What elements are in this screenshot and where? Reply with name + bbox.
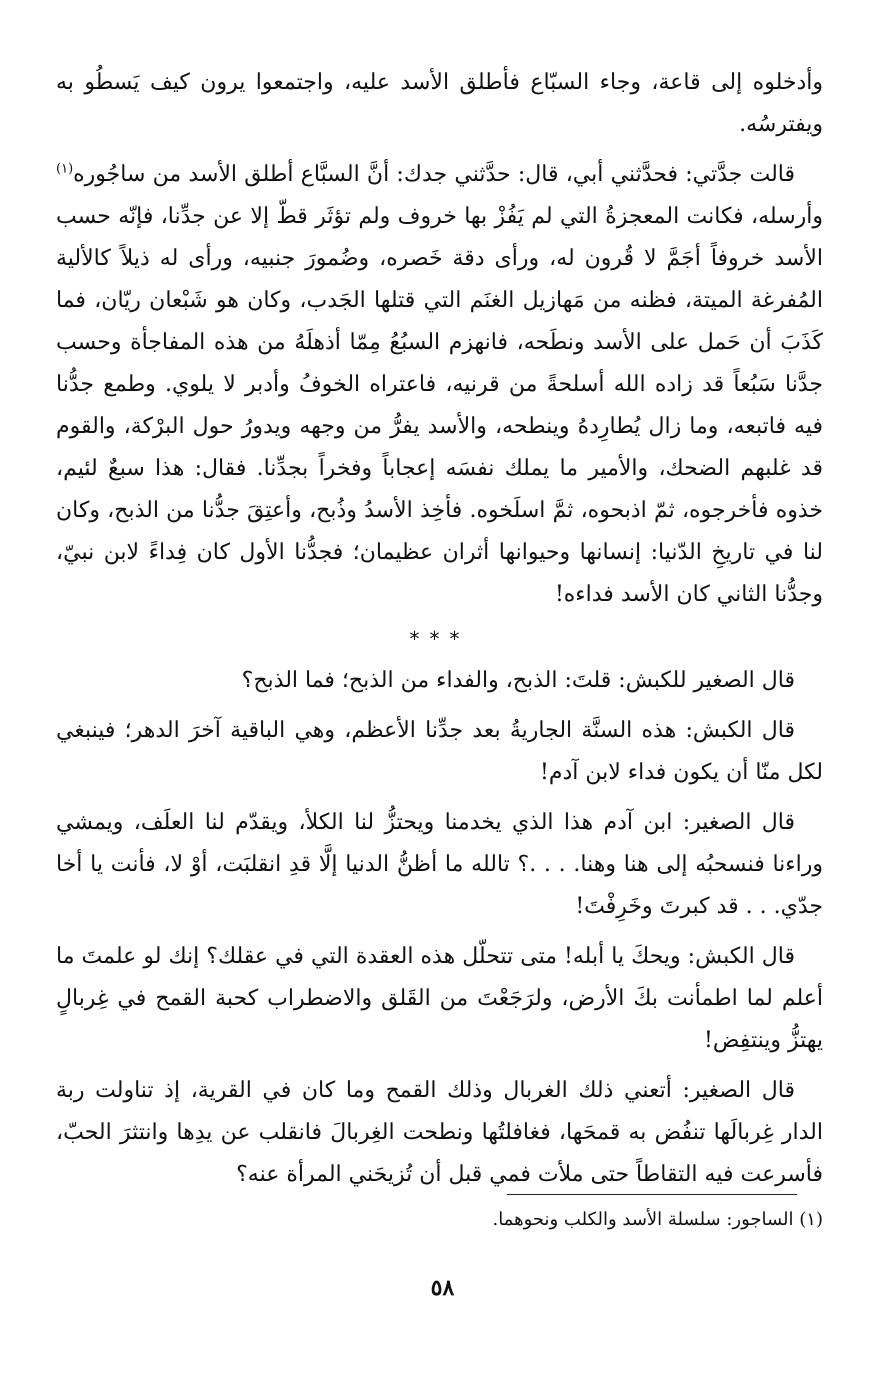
footnote: (١) الساجور: سلسلة الأسد والكلب ونحوهما. <box>492 1209 823 1230</box>
dialogue-3: قال الصغير: ابن آدم هذا الذي يخدمنا ويحتزُّ لنا الكلأ، ويقدّم لنا العلَف، ويمشي وراءنا فنسحبُه إلى هنا وهنا. . . .؟ تالله ما أظنُّ الدنيا إلَّا قدِ انقلبَت، أوْ لا، فأنت يا أخا جدّي. . . قد كبرتَ وخَرِفْتَ! <box>56 810 823 919</box>
page-number: ٥٨ <box>430 1275 455 1301</box>
dialogue-5: قال الصغير: أتعني ذلك الغربال وذلك القمح وما كان في القرية، إذ تناولت ربة الدار غِربالَها تنفُض به قمحَها، فغافلتُها ونطحت الغِربالَ فانقلب عن يدِها وانتثرَ الحبّ، فأسرعت فيه التقاطاً حتى ملأت فمي قبل أن تُزيحَني المرأة عنه؟ <box>56 1078 823 1187</box>
dialogue-1: قال الصغير للكبش: قلتَ: الذبح، والفداء من الذبح؛ فما الذبح؟ <box>241 668 795 693</box>
footnote-reference: (١) <box>56 161 74 177</box>
paragraph-2-start: قالت جدَّتي: فحدَّثني أبي، قال: حدَّثني جدك: أنَّ السبَّاع أطلق الأسد من ساجُوره <box>73 162 795 187</box>
section-separator: *** <box>409 627 470 651</box>
page-body <box>56 62 823 1204</box>
dialogue-4: قال الكبش: ويحكَ يا أبله! متى تتحلّل هذه العقدة التي في عقلك؟ إنك لو علمتَ ما أعلم لما اطمأنت بكَ الأرض، ولرَجَعْتَ من القَلق والاضطراب كحبة القمح في غِربالٍ يهتزُّ وينتفِض! <box>56 944 823 1053</box>
paragraph-2-rest: وأرسله، فكانت المعجزةُ التي لم يَفُزْ بها خروف ولم تؤثَر قطّ إلا عن جدِّنا، فإنّه حسب الأسد خروفاً أجَمَّ لا قُرون له، ورأى دقة خَصره، وضُمورَ جنبيه، ورأى له ذيلاً كالألية المُفرغة الميتة، فظنه من مَهازيل الغنَم التي قتلها الجَدب، وكان هو شَبْعان ريّان، فما كَذَبَ أن حَمل على الأسد ونطَحه، فانهزم السبُعُ مِمّا أذهلَهُ من هذه المفاجأة وحسب جدَّنا سَبُعاً قد زاده الله أسلحةً من قرنيه، فاعتراه الخوفُ وأدبر لا يلوي. وطمع جدُّنا فيه فاتبعه، وما زال يُطارِدهُ وينطحه، والأسد يفرُّ من وجهه ويدورُ حول البرْكة، والقوم قد غلبهم الضحك، والأمير ما يملك نفسَه إعجاباً وفخراً بجدِّنا. فقال: هذا سبعٌ لئيم، خذوه فأخرجوه، ثمّ اذبحوه، ثمَّ اسلَخوه. فأخِذ الأسدُ وذُبح، وأعتِقَ جدُّنا من الذبح، وكان لنا في تاريخِ الدّنيا: إنسانها وحيوانها أثران عظيمان؛ فجدُّنا الأول كان فِداءً لابن نبيّ، وجدُّنا الثاني كان الأسد فداءه! <box>56 204 823 607</box>
paragraph-1: وأدخلوه إلى قاعة، وجاء السبّاع فأطلق الأسد عليه، واجتمعوا يرون كيف يَسطُو به ويفترسُه. <box>56 70 823 137</box>
dialogue-2: قال الكبش: هذه السنَّة الجاريةُ بعد جدِّنا الأعظم، وهي الباقية آخرَ الدهر؛ فينبغي لكل منّا أن يكون فداء لابن آدم! <box>56 718 823 785</box>
footnote-divider <box>507 1194 797 1195</box>
paragraph-2 <box>56 154 823 616</box>
